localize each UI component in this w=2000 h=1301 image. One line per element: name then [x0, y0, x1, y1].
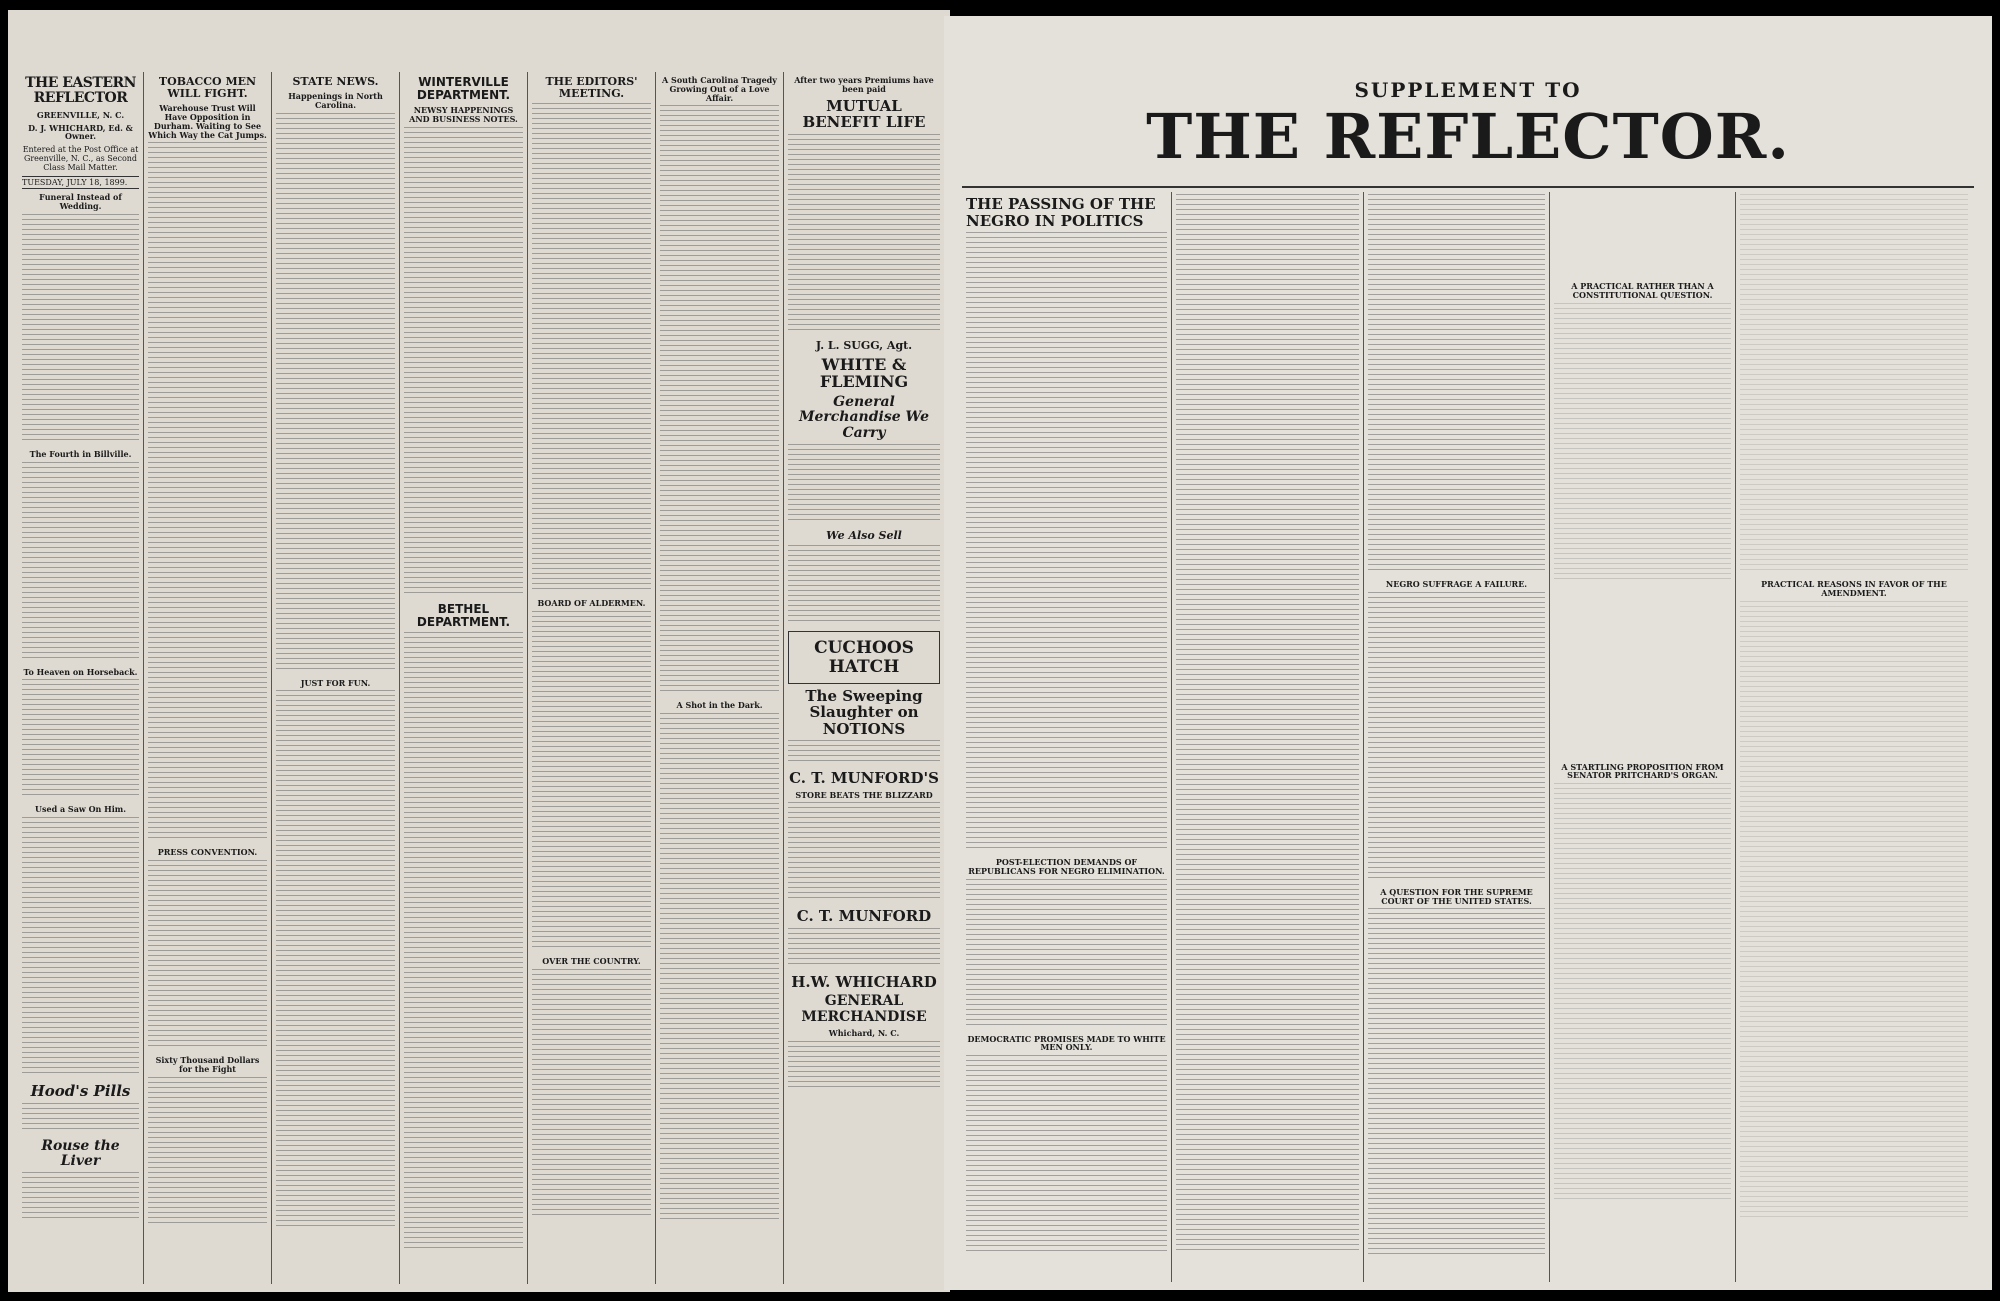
- masthead-editor: D. J. WHICHARD, Ed. & Owner.: [28, 122, 133, 142]
- right-newspaper-page: [944, 16, 1992, 1290]
- article-text: [1740, 601, 1968, 1221]
- column-1: [18, 72, 144, 1284]
- article-text: [966, 879, 1167, 1029]
- column-3: [272, 72, 400, 1284]
- headline: Sixty Thousand Dollars for the Fight: [155, 1055, 260, 1074]
- ad-premiums: After two years Premiums have been paid: [794, 75, 934, 94]
- supplement-column-1: [962, 192, 1172, 1282]
- article-text: [22, 462, 139, 662]
- article-text: [1554, 783, 1731, 1203]
- column-2: [144, 72, 272, 1284]
- headline: DEMOCRATIC PROMISES MADE TO WHITE MEN ONLY.: [967, 1033, 1166, 1053]
- article-text: [404, 127, 523, 597]
- ad-store-tagline: STORE BEATS THE BLIZZARD: [795, 789, 933, 800]
- ad-merchandise: General Merchandise We Carry: [799, 393, 929, 441]
- ad-sweeping-slaughter: The Sweeping Slaughter on NOTIONS: [805, 686, 923, 738]
- ad-cuckoos: [788, 631, 940, 683]
- headline: PRACTICAL REASONS IN FAVOR OF THE AMENDMENT.: [1761, 579, 1947, 598]
- column-4: [400, 72, 528, 1284]
- article-text: [1368, 592, 1545, 882]
- ad-text: [788, 1041, 940, 1091]
- article-text: [22, 679, 139, 799]
- column-5: [528, 72, 656, 1284]
- entry-note: Entered at the Post Office at Greenville, N. C., as Second Class Mail Matter.: [22, 145, 139, 173]
- ad-rouse-liver: Rouse the Liver: [41, 1137, 120, 1170]
- ad-also-sell: We Also Sell: [826, 529, 902, 543]
- issue-date: TUESDAY, JULY 18, 1899.: [22, 176, 139, 189]
- headline: Funeral Instead of Wedding.: [39, 192, 122, 211]
- ad-munford-store: C. T. MUNFORD'S: [789, 769, 939, 788]
- ad-text: [788, 134, 940, 334]
- ad-text: [788, 928, 940, 968]
- headline: A Shot in the Dark.: [676, 700, 763, 711]
- ad-hoods-pills: Hood's Pills: [30, 1082, 131, 1101]
- headline: To Heaven on Horseback.: [23, 666, 138, 677]
- column-6: [656, 72, 784, 1284]
- article-text: [276, 690, 395, 1230]
- ad-agent: J. L. SUGG, Agt.: [815, 338, 913, 352]
- supplement-label: SUPPLEMENT TO: [1354, 78, 1582, 102]
- ad-insurer: MUTUAL BENEFIT LIFE: [802, 96, 926, 132]
- subheadline: Warehouse Trust Will Have Opposition in Durham. Waiting to See Which Way the Cat Jumps.: [148, 103, 267, 140]
- masthead-title: THE EASTERN REFLECTOR: [25, 75, 136, 107]
- supplement-title: THE REFLECTOR.: [1146, 100, 1790, 173]
- headline: A South Carolina Tragedy Growing Out of a Love Affair.: [662, 75, 777, 103]
- ad-text: [788, 444, 940, 524]
- headline: BOARD OF ALDERMEN.: [537, 598, 646, 609]
- article-text: [1176, 194, 1359, 1254]
- headline: A STARTLING PROPOSITION FROM SENATOR PRITCHARD'S ORGAN.: [1561, 761, 1724, 781]
- ad-text: [788, 545, 940, 625]
- headline: BETHEL DEPARTMENT.: [416, 601, 511, 630]
- masthead-rule: [962, 186, 1974, 188]
- ad-firm: WHITE & FLEMING: [819, 354, 909, 392]
- headline: Used a Saw On Him.: [35, 804, 126, 815]
- headline: A QUESTION FOR THE SUPREME COURT OF THE UNITED STATES.: [1380, 886, 1533, 906]
- article-text: [660, 713, 779, 1223]
- article-text: [966, 232, 1167, 852]
- headline: THE EDITORS' MEETING.: [545, 75, 638, 101]
- headline: OVER THE COUNTRY.: [542, 955, 641, 966]
- article-text: [22, 817, 139, 1077]
- ad-text: [22, 1103, 139, 1133]
- article-text: [532, 969, 651, 1219]
- article-text: [1740, 194, 1968, 574]
- article-text: [1554, 303, 1731, 583]
- ad-text: [22, 1172, 139, 1222]
- headline: JUST FOR FUN.: [300, 677, 371, 688]
- ad-whichard: H.W. WHICHARD: [791, 972, 937, 991]
- article-text: [404, 632, 523, 1252]
- left-newspaper-page: [8, 10, 950, 1292]
- headline: STATE NEWS.: [292, 75, 379, 88]
- article-text: [276, 113, 395, 673]
- article-text: [1368, 194, 1545, 574]
- article-text: [966, 1055, 1167, 1255]
- ad-general-merchandise: GENERAL MERCHANDISE: [801, 993, 927, 1025]
- supplement-column-4: [1550, 192, 1736, 1282]
- headline: NEGRO SUFFRAGE A FAILURE.: [1385, 579, 1528, 589]
- article-text: [660, 105, 779, 695]
- article-text: [148, 860, 267, 1050]
- article-text: [148, 142, 267, 842]
- headline: THE PASSING OF THE NEGRO IN POLITICS: [966, 195, 1156, 230]
- supplement-column-5: [1736, 192, 1972, 1282]
- headline: The Fourth in Billville.: [29, 448, 132, 459]
- headline: POST-ELECTION DEMANDS OF REPUBLICANS FOR NEGRO ELIMINATION.: [968, 857, 1165, 876]
- headline: WINTERVILLE DEPARTMENT.: [416, 75, 511, 103]
- column-7-ads: [784, 72, 944, 1284]
- supplement-column-3: [1364, 192, 1550, 1282]
- ad-cuckoos-title: CUCHOOS HATCH: [814, 638, 914, 677]
- headline: A PRACTICAL RATHER THAN A CONSTITUTIONAL QUESTION.: [1571, 281, 1714, 300]
- article-text: [532, 103, 651, 593]
- ad-text: [788, 802, 940, 902]
- masthead-place: GREENVILLE, N. C.: [36, 109, 125, 120]
- article-text: [532, 611, 651, 951]
- supplement-column-2: [1172, 192, 1364, 1282]
- article-text: [1368, 908, 1545, 1258]
- article-text: [148, 1077, 267, 1227]
- ad-whichard-place: Whichard, N. C.: [828, 1028, 900, 1039]
- ad-munford: C. T. MUNFORD: [796, 907, 932, 926]
- subheadline: NEWSY HAPPENINGS AND BUSINESS NOTES.: [409, 105, 518, 125]
- headline: PRESS CONVENTION.: [157, 847, 258, 858]
- ad-text: [788, 740, 940, 764]
- headline: TOBACCO MEN WILL FIGHT.: [158, 75, 257, 101]
- subheadline: Happenings in North Carolina.: [288, 91, 383, 110]
- article-text: [22, 214, 139, 444]
